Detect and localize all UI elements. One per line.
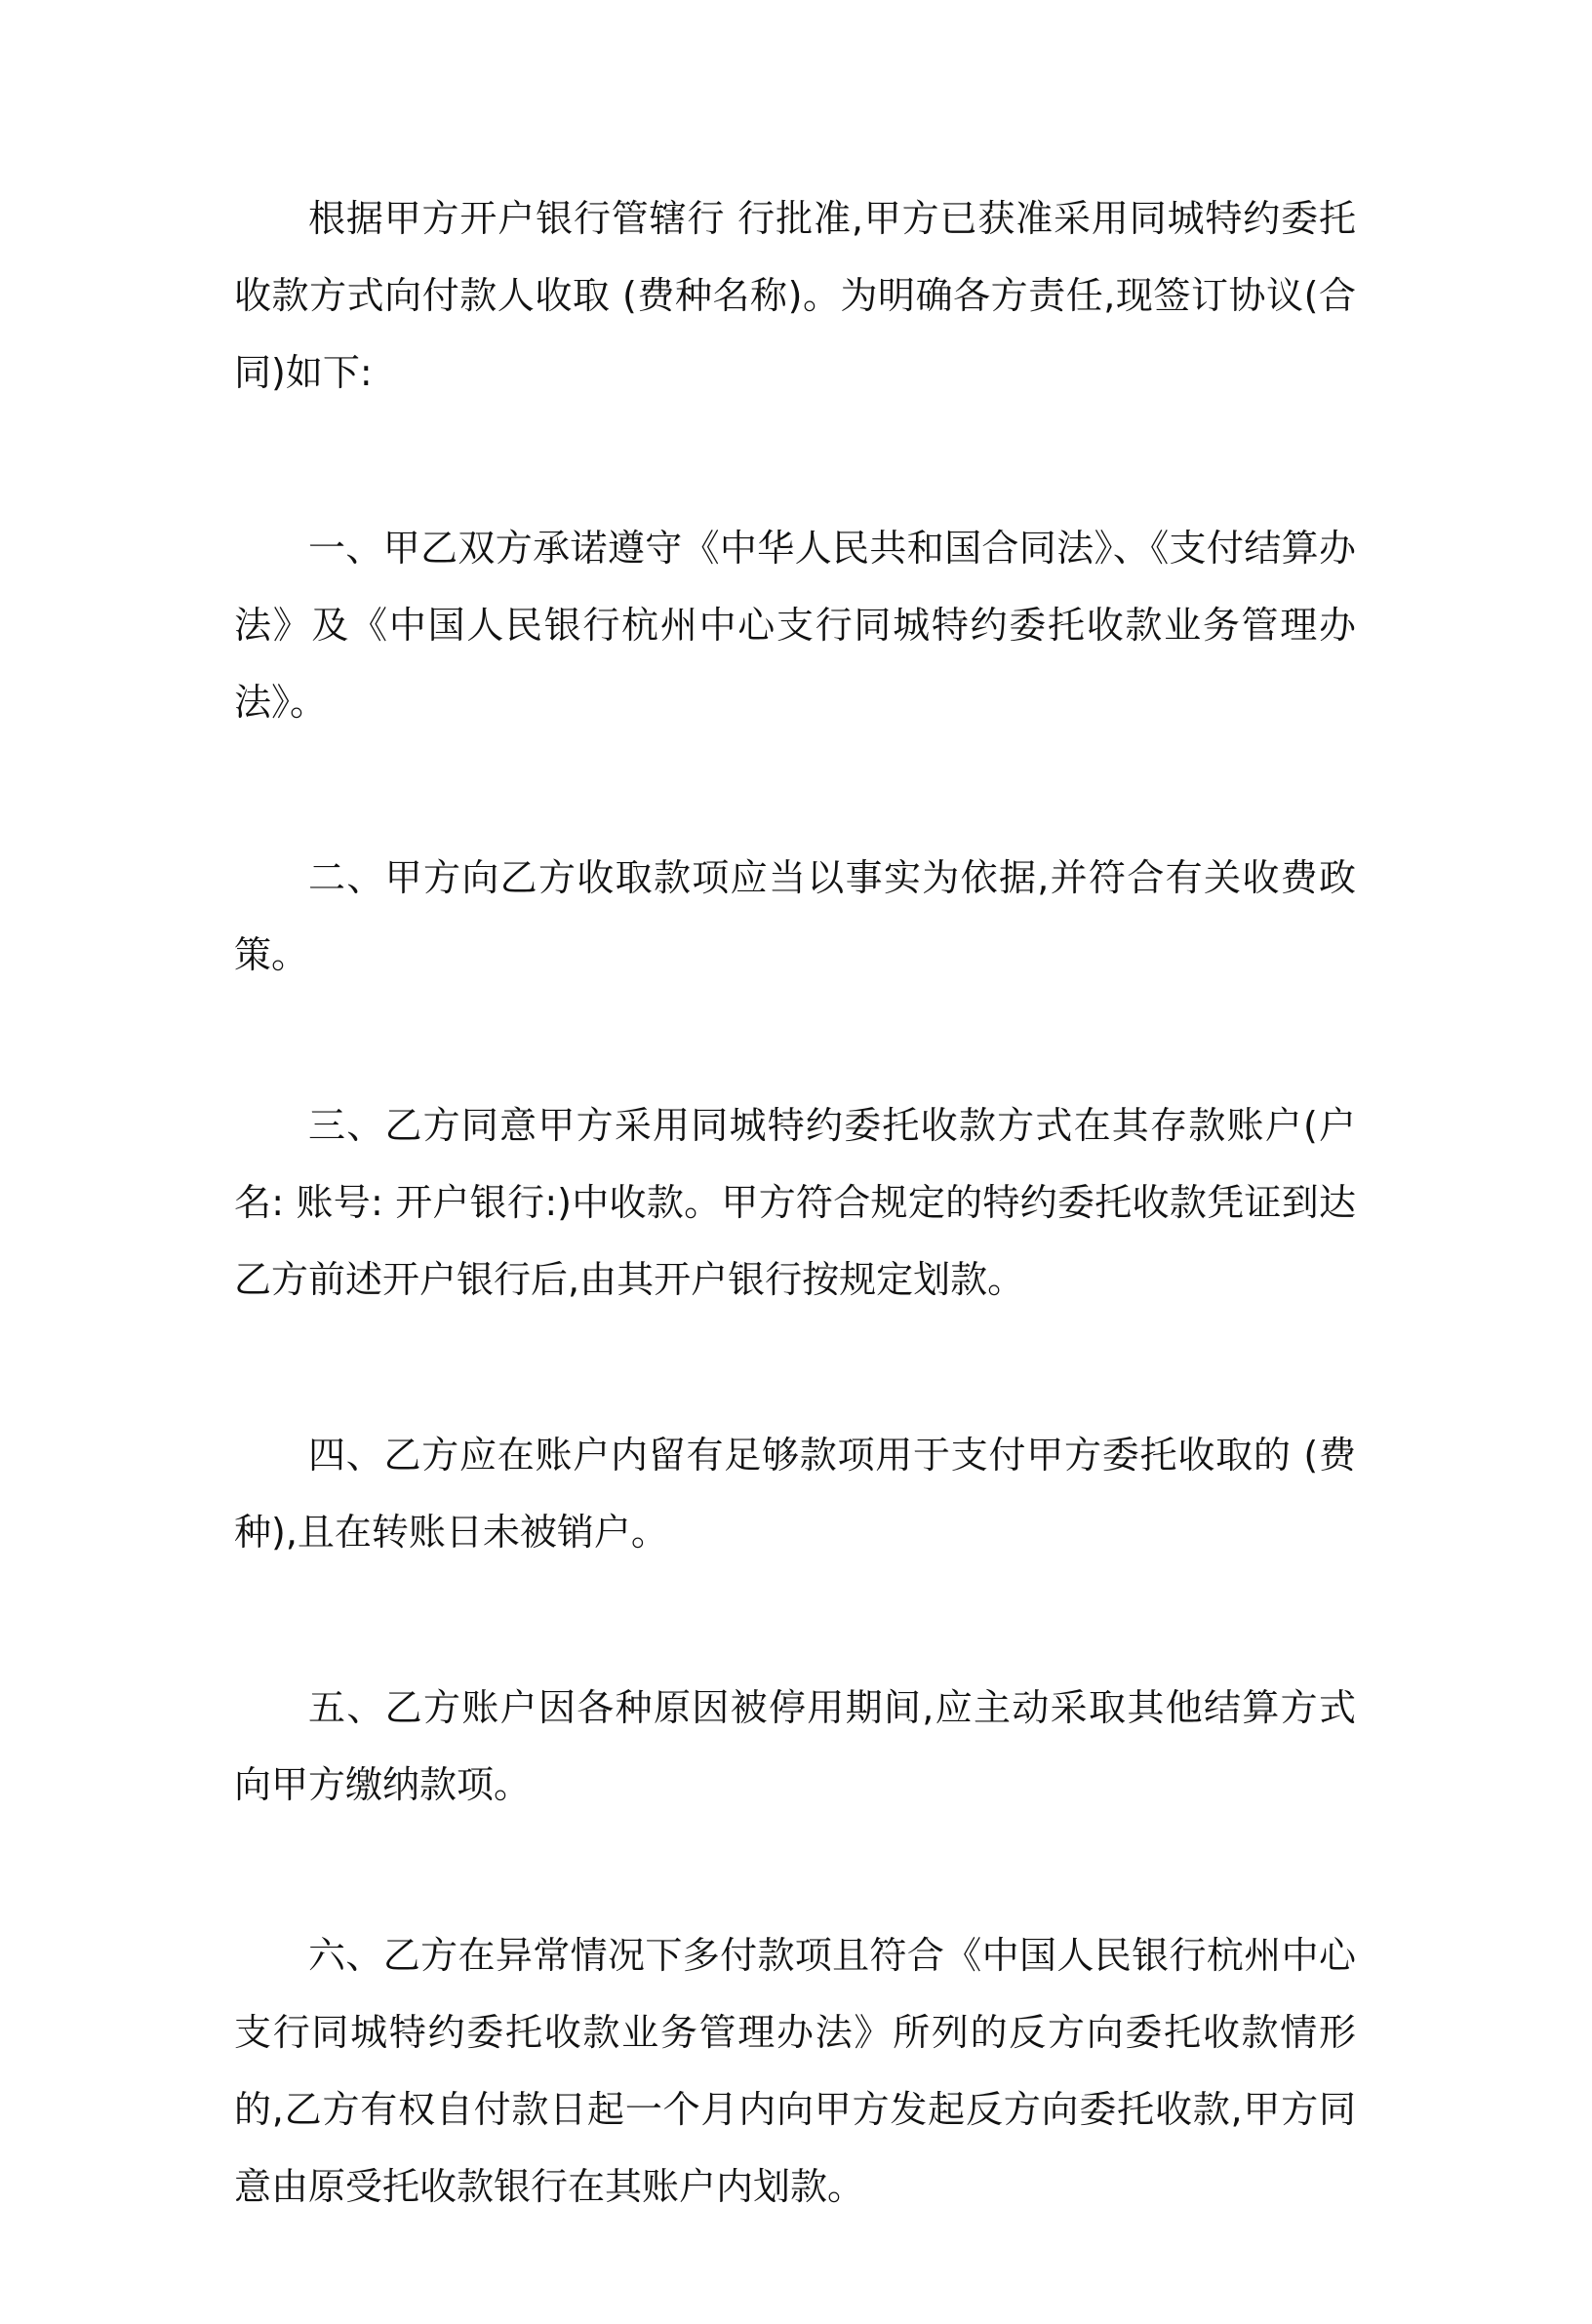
- paragraph-clause-1: 一、甲乙双方承诺遵守《中华人民共和国合同法》、《支付结算办法》及《中国人民银行杭州中心支行同城特约委托收款业务管理办法》。: [234, 527, 1356, 724]
- document-body: [234, 180, 1356, 2324]
- paragraph-clause-2: 二、甲方向乙方收取款项应当以事实为依据,并符合有关收费政策。: [234, 856, 1356, 976]
- paragraph-clause-5: 五、乙方账户因各种原因被停用期间,应主动采取其他结算方式向甲方缴纳款项。: [234, 1686, 1356, 1806]
- paragraph-clause-6: 六、乙方在异常情况下多付款项且符合《中国人民银行杭州中心支行同城特约委托收款业务管理办法》所列的反方向委托收款情形的,乙方有权自付款日起一个月内向甲方发起反方向委托收款,甲方同意由原受托收款银行在其账户内划款。: [234, 1934, 1356, 2208]
- paragraph-clause-3: 三、乙方同意甲方采用同城特约委托收款方式在其存款账户(户名: 账号: 开户银行:)中收款。甲方符合规定的特约委托收款凭证到达乙方前述开户银行后,由其开户银行按规定划款。: [234, 1104, 1356, 1301]
- paragraph-clause-4: 四、乙方应在账户内留有足够款项用于支付甲方委托收取的 (费种),且在转账日未被销户。: [234, 1434, 1356, 1554]
- paragraph-preamble: 根据甲方开户银行管辖行 行批准,甲方已获准采用同城特约委托收款方式向付款人收取 (费种名称)。为明确各方责任,现签订协议(合同)如下:: [234, 197, 1356, 394]
